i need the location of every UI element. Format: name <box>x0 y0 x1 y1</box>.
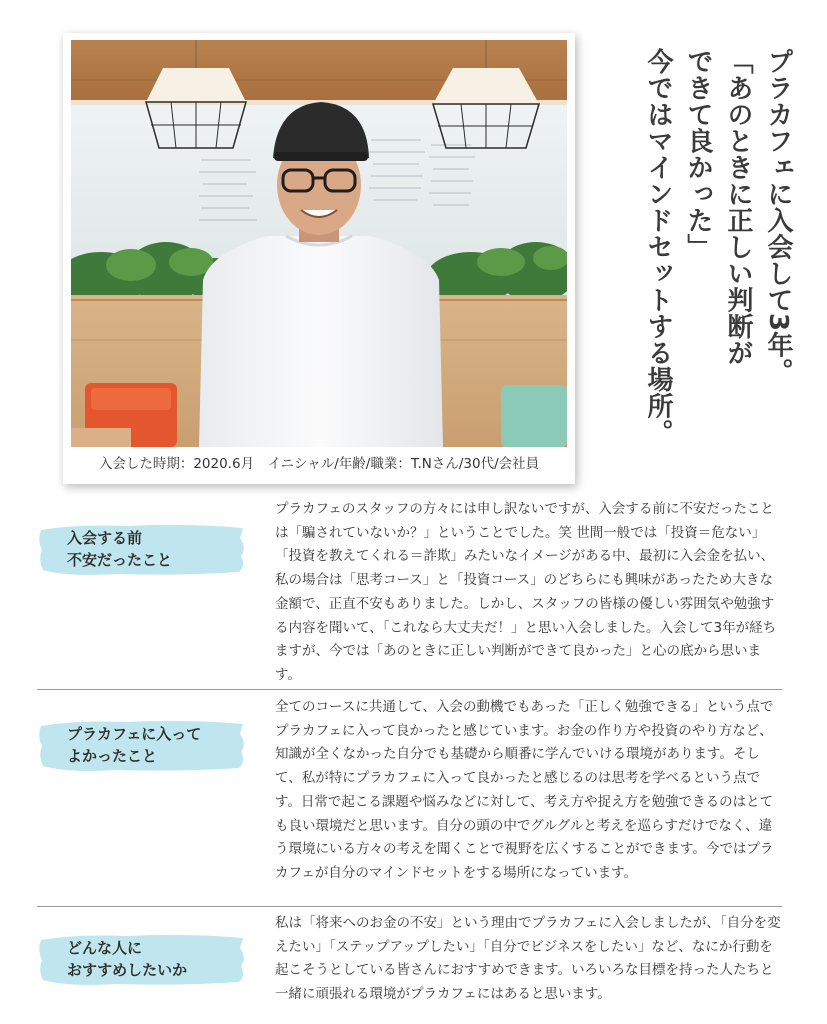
member-photo <box>71 40 567 447</box>
section-body: プラカフェのスタッフの方々には申し訳ないですが、入会する前に不安だったことは「騙されていないか？」ということでした。笑 世間一般では「投資＝危ない」「投資を教えてくれる＝詐欺」みたいなイメージがある中、最初に入会金を払い、私の場合は「思考コース」と「投資コース」のどちらにも興味があったため大きな金額で、正直不安もありました。しかし、スタッフの皆様の優しい雰囲気や勉強する内容を聞いて、「これなら大丈夫だ！」と思い入会しました。入会して3年が経ちますが、今では「あのときに正しい判断ができて良かった」と心の底から思います。 <box>275 501 777 683</box>
section-recommend-to <box>37 912 782 1024</box>
section-good-things <box>37 696 782 906</box>
section-label-line-1: どんな人に <box>67 939 143 957</box>
photo-caption: 入会した時期：2020.6月 イニシャル/年齢/職業：T.Nさん/30代/会社員 <box>98 456 540 472</box>
section-label-line-2: よかったこと <box>67 747 158 765</box>
section-label <box>37 930 249 988</box>
headline-line-3: できて良かった」 <box>683 48 713 260</box>
section-label-line-1: 入会する前 <box>67 529 143 547</box>
section-label <box>37 716 249 774</box>
section-body: 全てのコースに共通して、入会の動機でもあった「正しく勉強できる」という点でプラカフェに入って良かったと感じています。お金の作り方や投資のやり方など、知識が全くなかった自分でも基礎から順番に学んでいける環境があります。そして、私が特にプラカフェに入って良かったと感じるのは思考を学べるという点です。日常で起こる課題や悩みなどに対して、考え方や捉え方を勉強できるのはとても良い環境だと思います。自分の頭の中でグルグルと考えを巡らすだけでなく、違う環境にいる方々の考えを聞くことで視野を広くすることができます。今ではプラカフェが自分のマインドセットをする場所になっています。 <box>275 699 774 881</box>
photo-card <box>63 33 575 484</box>
section-divider <box>37 906 782 907</box>
section-label-line-2: おすすめしたいか <box>67 961 188 979</box>
section-label <box>37 520 249 578</box>
headline <box>598 48 798 448</box>
headline-line-4: 今ではマインドセットする場所。 <box>643 48 673 446</box>
section-body: 私は「将来へのお金の不安」という理由でプラカフェに入会しましたが、「自分を変えたい」「ステップアップしたい」「自分でビジネスをしたい」など、なにか行動を起こそうとしている皆さんにおすすめできます。いろいろな目標を持った人たちと一緒に頑張れる環境がプラカフェにはあると思います。 <box>275 915 781 1003</box>
section-label-line-2: 不安だったこと <box>67 551 173 569</box>
headline-line-1: プラカフェに入会して3年。 <box>763 48 793 385</box>
section-divider <box>37 689 782 690</box>
section-anxiety-before-joining <box>37 498 782 688</box>
section-label-line-1: プラカフェに入って <box>67 725 202 743</box>
headline-line-2: 「あのときに正しい判断が <box>723 48 753 366</box>
